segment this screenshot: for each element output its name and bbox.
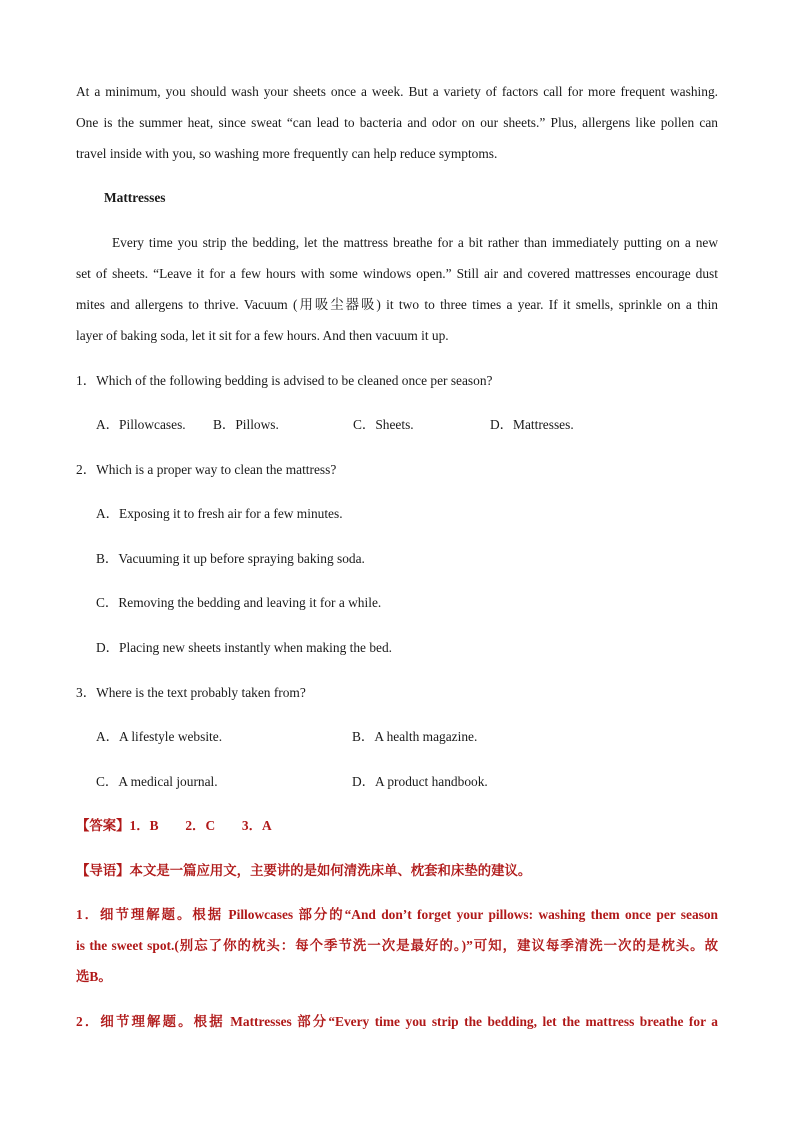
option-b: B．Vacuuming it up before spraying baking soda. [96, 551, 365, 566]
explanation-line: 选B。 [76, 969, 112, 984]
option-a: A．A lifestyle website. [96, 729, 223, 744]
option-c: C．Removing the bedding and leaving it for a while. [96, 595, 382, 610]
question-stem: 2．Which is a proper way to clean the mattress? [76, 462, 337, 477]
option-d: D．Placing new sheets instantly when making the bed. [96, 640, 393, 655]
option-d: D．A product handbook. [352, 774, 488, 789]
answer-line: 【答案】1．B 2．C 3．A [76, 818, 272, 833]
paragraph-line: One is the summer heat, since sweat “can lead to bacteria and odor on our sheets.” Plus, allergens like pollen can [76, 115, 718, 130]
explanation-line: 1．细节理解题。根据 Pillowcases 部分的“And don’t forget your pillows: washing them once per season [76, 907, 718, 922]
paragraph-line: Every time you strip the bedding, let the mattress breathe for a bit rather than immediately putting on a new [112, 235, 718, 250]
option-a: A．Exposing it to fresh air for a few minutes. [96, 506, 343, 521]
section-heading: Mattresses [104, 190, 166, 205]
option-d: D．Mattresses. [490, 417, 574, 432]
guide-line: 【导语】本文是一篇应用文，主要讲的是如何清洗床单、枕套和床垫的建议。 [76, 863, 532, 878]
paragraph-line: travel inside with you, so washing more frequently can help reduce symptoms. [76, 146, 498, 161]
paragraph-line: mites and allergens to thrive. Vacuum (用吸尘器吸) it two to three times a year. If it smells, sprinkle on a thin [76, 297, 718, 312]
paragraph-line: At a minimum, you should wash your sheets once a week. But a variety of factors call for more frequent washing. [76, 84, 718, 99]
question-stem: 3．Where is the text probably taken from? [76, 685, 306, 700]
option-c: C．A medical journal. [96, 774, 218, 789]
question-stem: 1．Which of the following bedding is advised to be cleaned once per season? [76, 373, 493, 388]
paragraph-line: layer of baking soda, let it sit for a few hours. And then vacuum it up. [76, 328, 449, 343]
option-c: C．Sheets. [353, 417, 414, 432]
option-a: A．Pillowcases. [96, 417, 186, 432]
explanation-line: 2．细节理解题。根据 Mattresses 部分“Every time you strip the bedding, let the mattress breathe for a [76, 1014, 718, 1029]
option-b: B．Pillows. [213, 417, 279, 432]
explanation-line: is the sweet spot.(别忘了你的枕头：每个季节洗一次是最好的。)”可知，建议每季清洗一次的是枕头。故 [76, 938, 718, 953]
option-b: B．A health magazine. [352, 729, 478, 744]
paragraph-line: set of sheets. “Leave it for a few hours with some windows open.” Still air and covered mattresses encourage dust [76, 266, 718, 281]
